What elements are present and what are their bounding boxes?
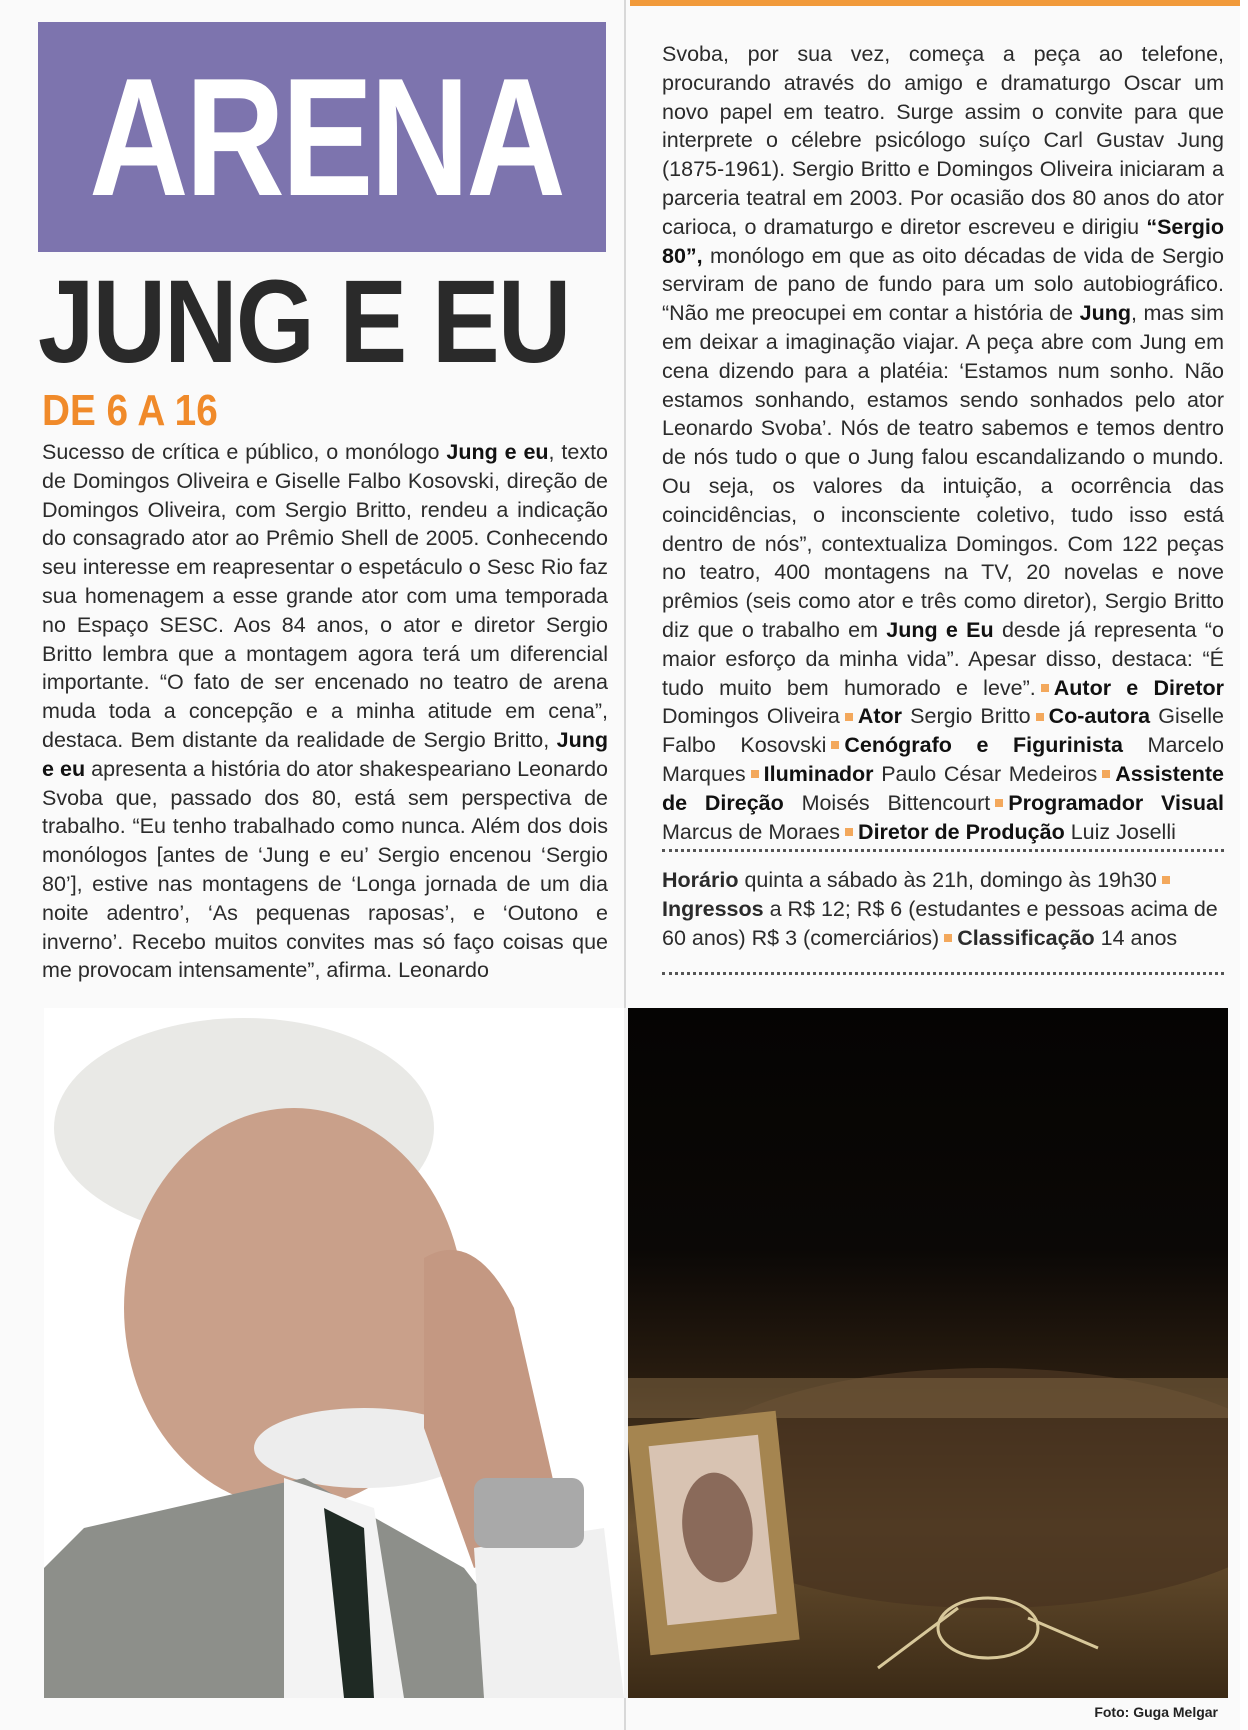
top-orange-strip — [630, 0, 1240, 6]
text-run-bold: Jung e eu — [42, 727, 608, 781]
credit-role: Programador Visual — [1008, 790, 1224, 815]
actor-illustration — [44, 1008, 624, 1698]
schedule-value: quinta a sábado às 21h, domingo às 19h30 — [744, 868, 1157, 892]
text-run: desde já representa “o maior esforço da minha vida”. Apesar disso, destaca: “É tudo muito bem humorado e leve”. — [662, 617, 1224, 700]
bullet-square — [1162, 876, 1170, 884]
credit-name: Moisés Bittencourt — [801, 790, 991, 815]
credit-name: Luiz Joselli — [1070, 819, 1176, 844]
bullet-square — [1041, 684, 1049, 692]
credit-role: Cenógrafo e Figurinista — [844, 733, 1123, 758]
bullet-square — [845, 713, 853, 721]
credit-role: Iluminador — [763, 761, 874, 786]
event-info — [662, 866, 1224, 953]
schedule-label: Horário — [662, 868, 739, 892]
article-body-right — [662, 40, 1224, 846]
credit-role: Diretor de Produção — [858, 819, 1065, 844]
credit-name: Domingos Oliveira — [662, 704, 840, 729]
credit-name: Marcelo Marques — [662, 733, 1224, 786]
credit-name: Paulo César Medeiros — [881, 761, 1098, 786]
article-photo — [44, 1008, 1228, 1698]
tickets-label: Ingressos — [662, 897, 764, 921]
photo-still-life — [628, 1008, 1228, 1698]
dotted-divider — [662, 972, 1224, 975]
text-run: Sucesso de crítica e público, o monólogo — [42, 440, 447, 464]
text-run: , mas sim em deixar a imaginação viajar. A peça abre com Jung em cena dizendo para a platéia: ‘Estamos num sonho. Não estamos sonhando, estamos sendo sonhados pelo ator Leonardo Svoba’. Nós de teatro sabemos e temos dentro de nós tudo o que o Jung falou escandalizando o mundo. Ou seja, os valores da intuição, a ocorrência das coincidências, o inconsciente coletivo, tudo isso está dentro de nós”, contextualiza Domingos. Com 122 peças no teatro, 400 montagens na TV, 20 novelas e nove prêmios (seis como ator e três como diretor), Sergio Britto diz que o trabalho em — [662, 301, 1224, 642]
rating-label: Classificação — [957, 926, 1095, 950]
section-title: ARENA — [89, 43, 563, 231]
tickets-value: a R$ 12; R$ 6 (estudantes e pessoas acima de 60 anos) R$ 3 (comerciários) — [662, 897, 1218, 950]
credit-role: Co-autora — [1048, 704, 1151, 729]
text-run-bold: “Sergio 80”, — [662, 214, 1224, 268]
bullet-square — [995, 799, 1003, 807]
photo-actor-portrait — [44, 1008, 624, 1698]
text-run: monólogo em que as oito décadas de vida de Sergio serviram de pano de fundo para um solo autobiográfico. “Não me preocupei em contar a história de — [662, 243, 1224, 326]
bullet-square — [1036, 713, 1044, 721]
credit-role: Assistente de Direção — [662, 761, 1224, 815]
article-title: JUNG E EU — [38, 256, 570, 388]
text-run-bold: Jung e eu — [446, 440, 549, 464]
credit-name: Marcus de Moraes — [662, 819, 841, 844]
article-body-left — [42, 438, 608, 985]
text-run: Svoba, por sua vez, começa a peça ao telefone, procurando através do amigo e dramaturgo Oscar um novo papel em teatro. Surge assim o convite para que interprete o célebre psicólogo suíço Carl Gustav Jung (1875-1961). Sergio Britto e Domingos Oliveira iniciaram a parceria teatral em 2003. Por ocasião dos 80 anos do ator carioca, o dramaturgo e diretor escreveu e dirigiu — [662, 42, 1224, 239]
credit-role: Autor e Diretor — [1053, 675, 1224, 700]
article-dates: DE 6 A 16 — [42, 386, 218, 435]
bullet-square — [831, 741, 839, 749]
credit-name: Sergio Britto — [910, 704, 1031, 729]
bullet-square — [944, 934, 952, 942]
rating-value: 14 anos — [1100, 926, 1178, 950]
credits-list — [662, 676, 1224, 844]
text-run-bold: Jung — [1079, 301, 1131, 326]
picture-frame-illustration — [628, 1008, 1228, 1698]
credit-name: Giselle Falbo Kosovski — [662, 704, 1224, 758]
text-run: apresenta a história do ator shakespeariano Leonardo Svoba que, passado dos 80, está sem perspectiva de trabalho. “Eu tenho trabalhado como nunca. Além dos dois monólogos [antes de ‘Jung e eu’ Sergio encenou ‘Sergio 80’], estive nas montagens de ‘Longa jornada de um dia noite adentro’, ‘As pequenas raposas’, e ‘Outono e inverno’. Recebo muitos convites mas só faço coisas que me provocam intensamente”, afirma. Leonardo — [42, 756, 608, 983]
photo-credit: Foto: Guga Melgar — [1094, 1704, 1218, 1720]
bullet-square — [845, 828, 853, 836]
text-run-bold: Jung e Eu — [886, 617, 994, 642]
bullet-square — [1102, 770, 1110, 778]
bullet-square — [751, 770, 759, 778]
credit-role: Ator — [857, 704, 902, 729]
dotted-divider — [662, 849, 1224, 852]
text-run: , texto de Domingos Oliveira e Giselle Falbo Kosovski, direção de Domingos Oliveira, com Sergio Britto, rendeu a indicação do consagrado ator ao Prêmio Shell de 2005. Conhecendo seu interesse em reapresentar o espetáculo o Sesc Rio faz sua homenagem a esse grande ator com uma temporada no Espaço SESC. Aos 84 anos, o ator e diretor Sergio Britto lembra que a montagem agora terá um diferencial importante. “O fato de ser encenado no teatro de arena muda toda a concepção e a minha atitude em cena”, destaca. Bem distante da realidade de Sergio Britto, — [42, 440, 608, 752]
